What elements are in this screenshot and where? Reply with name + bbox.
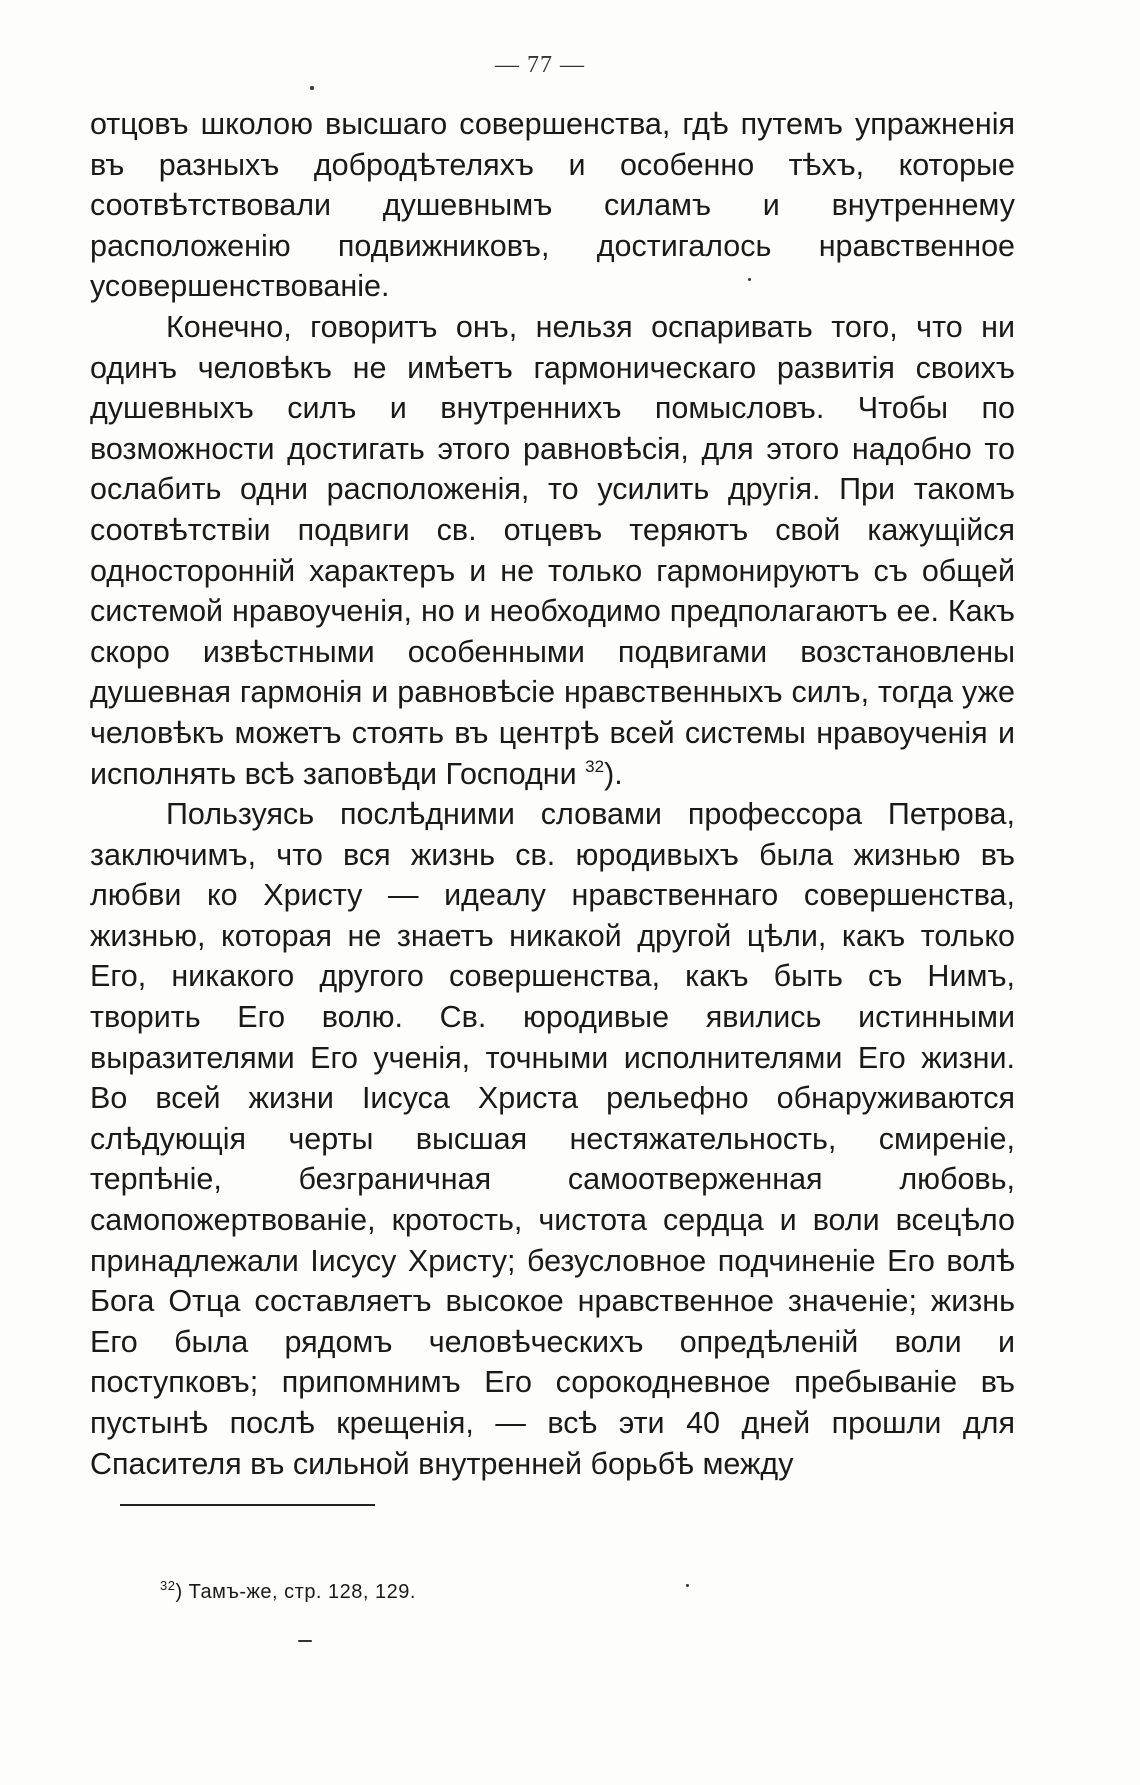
- paragraph-2-text: Конечно, говоритъ онъ, нельзя оспаривать того, что ни одинъ человѣкъ не имѣетъ гармоническаго развитія своихъ душевныхъ силъ и внутреннихъ помысловъ. Чтобы по возможности достигать этого равновѣсія, для этого надобно то ослабить одни расположенія, то усилить другія. При такомъ соотвѣтствіи подвиги св. отцевъ теряютъ свой кажущійся односторонній характеръ и не только гармонируютъ съ общей системой нравоученія, но и необходимо предполагаютъ ее. Какъ скоро извѣстными особенными подвигами возстановлены душевная гармонія и равновѣсіе нравственныхъ силъ, тогда уже человѣкъ можетъ стоять въ центрѣ всей системы нравоученія и исполнять всѣ заповѣди Господни: [90, 309, 1015, 791]
- footnote: [160, 1578, 416, 1604]
- print-speck: [298, 1640, 312, 1642]
- body-text: [90, 104, 1015, 1484]
- footnote-marker: 32: [160, 1578, 176, 1593]
- footnote-reference: 32: [585, 756, 605, 776]
- paragraph-2: [90, 307, 1015, 794]
- paragraph-1: отцовъ школою высшаго совершенства, гдѣ путемъ упражненія въ разныхъ добродѣтеляхъ и особенно тѣхъ, которые соотвѣтствовали душевнымъ силамъ и внутреннему расположенію подвижниковъ, достигалось нравственное усовершенствованіе.: [90, 107, 1015, 304]
- footnote-divider: [120, 1504, 375, 1506]
- paragraph-2-end: ).: [604, 756, 623, 791]
- print-speck: [310, 86, 314, 90]
- print-speck: [748, 278, 751, 281]
- page-number: — 77 —: [495, 52, 585, 78]
- footnote-text: ) Тамъ-же, стр. 128, 129.: [175, 1581, 416, 1603]
- paragraph-3: Пользуясь послѣдними словами профессора Петрова, заключимъ, что вся жизнь св. юродивыхъ была жизнью въ любви ко Христу — идеалу нравственнаго совершенства, жизнью, которая не знаетъ никакой другой цѣли, какъ только Его, никакого другого совершенства, какъ быть съ Нимъ, творить Его волю. Св. юродивые явились истинными выразителями Его ученія, точными исполнителями Его жизни. Во всей жизни Іисуса Христа рельефно обнаруживаются слѣдующія черты высшая нестяжательность, смиреніе, терпѣніе, безграничная самоотверженная любовь, самопожертвованіе, кротость, чистота сердца и воли всецѣло принадлежали Іисусу Христу; безусловное подчиненіе Его волѣ Бога Отца составляетъ высокое нравственное значеніе; жизнь Его была рядомъ человѣческихъ опредѣленій воли и поступковъ; припомнимъ Его сорокодневное пребываніе въ пустынѣ послѣ крещенія, — всѣ эти 40 дней прошли для Спасителя въ сильной внутренней борьбѣ между: [90, 797, 1015, 1481]
- print-speck: [686, 1584, 689, 1587]
